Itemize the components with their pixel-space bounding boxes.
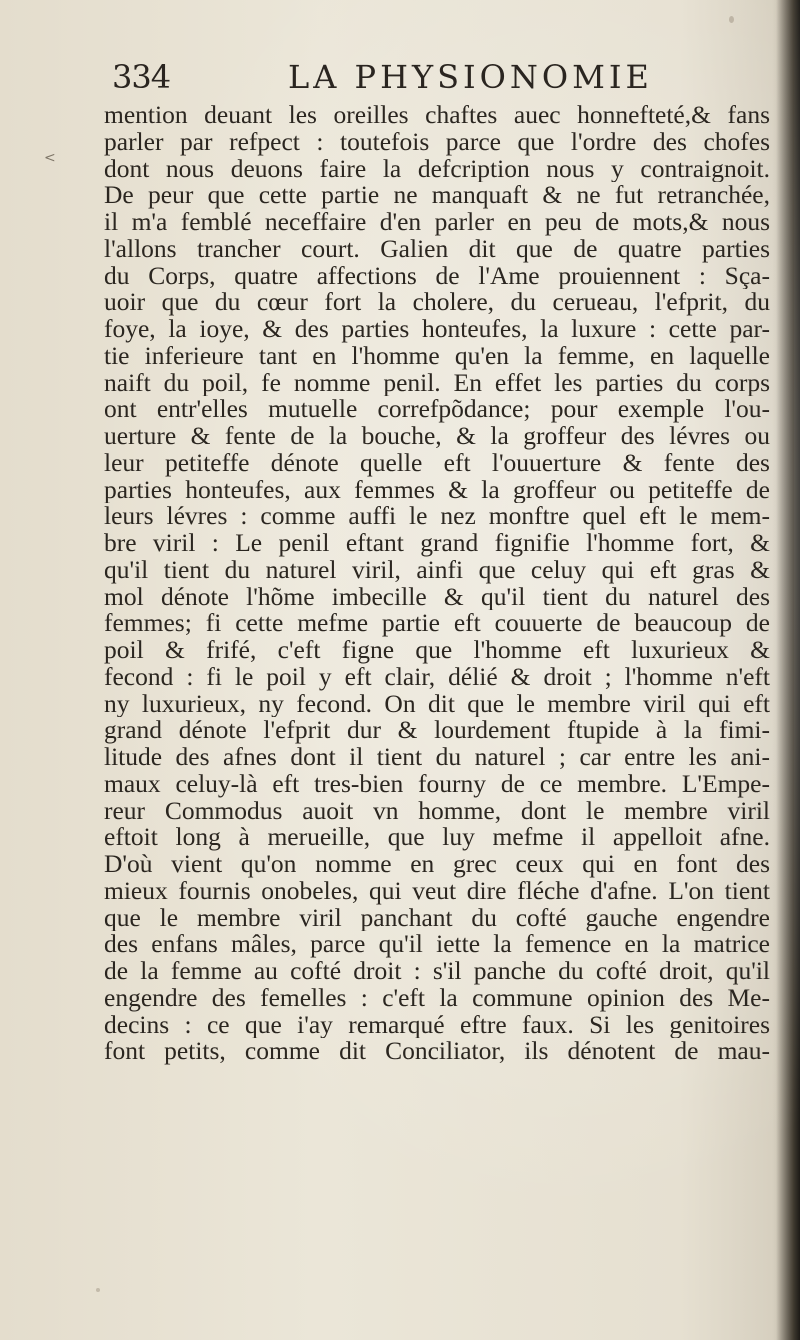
text-line: du Corps, quatre affections de l'Ame prouiennent : Sça- <box>104 262 770 290</box>
text-line: grand dénote l'efprit dur & lourdement ftupide à la fimi- <box>104 717 770 744</box>
text-line: uoir que du cœur fort la cholere, du cerueau, l'efprit, du <box>104 289 770 316</box>
binding-shadow <box>772 0 794 1340</box>
text-line: ny luxurieux, ny fecond. On dit que le membre viril qui eft <box>104 690 770 718</box>
text-line: l'allons trancher court. Galien dit que de quatre parties <box>104 235 770 263</box>
text-line: maux celuy-là eft tres-bien fourny de ce membre. L'Empe- <box>104 770 770 798</box>
body-text <box>104 102 770 1065</box>
text-line: uerture & fente de la bouche, & la groffeur des lévres ou <box>104 423 770 450</box>
text-line: foye, la ioye, & des parties honteufes, la luxure : cette par- <box>104 316 770 343</box>
text-line: de la femme au cofté droit : s'il panche du cofté droit, qu'il <box>104 958 770 985</box>
text-line: des enfans mâles, parce qu'il iette la femence en la matrice <box>104 931 770 958</box>
text-line: mieux fournis onobeles, qui veut dire fléche d'afne. L'on tient <box>104 877 770 905</box>
text-line: eftoit long à merueille, que luy mefme il appelloit afne. <box>104 824 770 851</box>
text-line: De peur que cette partie ne manquaft & ne fut retranchée, <box>104 182 770 209</box>
text-line: leur petiteffe dénote quelle eft l'ouuerture & fente des <box>104 449 770 477</box>
text-line: poil & frifé, c'eft figne que l'homme eft luxurieux & <box>104 637 770 664</box>
text-line: naift du poil, fe nomme penil. En effet les parties du corps <box>104 369 770 397</box>
page-header <box>112 52 692 98</box>
text-line: engendre des femelles : c'eft la commune opinion des Me- <box>104 984 770 1012</box>
text-line: qu'il tient du naturel viril, ainfi que celuy qui eft gras & <box>104 556 770 584</box>
text-line: que le membre viril panchant du cofté gauche engendre <box>104 904 770 932</box>
text-line: D'où vient qu'on nomme en grec ceux qui en font des <box>104 851 770 878</box>
text-line: parler par refpect : toutefois parce que l'ordre des chofes <box>104 128 770 156</box>
text-line: litude des afnes dont il tient du naturel ; car entre les ani- <box>104 744 770 771</box>
margin-mark: < <box>44 150 56 166</box>
text-line: dont nous deuons faire la defcription nous y contraignoit. <box>104 155 770 183</box>
text-line: mol dénote l'hõme imbecille & qu'il tient du naturel des <box>104 583 770 611</box>
text-line: leurs lévres : comme auffi le nez monftre quel eft le mem- <box>104 503 770 530</box>
running-head: LA PHYSIONOMIE <box>288 58 653 96</box>
text-line: fecond : fi le poil y eft clair, délié & droit ; l'homme n'eft <box>104 663 770 691</box>
text-line: ont entr'elles mutuelle correfpõdance; pour exemple l'ou- <box>104 396 770 423</box>
page-number: 334 <box>112 58 171 96</box>
text-line: decins : ce que i'ay remarqué eftre faux. Si les genitoires <box>104 1011 770 1039</box>
text-line: tie inferieure tant en l'homme qu'en la femme, en laquelle <box>104 342 770 370</box>
text-line: font petits, comme dit Conciliator, ils dénotent de mau- <box>104 1038 770 1065</box>
text-line: femmes; fi cette mefme partie eft couuerte de beaucoup de <box>104 610 770 637</box>
ink-spot <box>96 1288 100 1292</box>
text-line: reur Commodus auoit vn homme, dont le membre viril <box>104 797 770 825</box>
ink-spot <box>729 16 734 23</box>
text-line: mention deuant les oreilles chaftes auec honnefteté,& fans <box>104 102 770 129</box>
text-line: bre viril : Le penil eftant grand fignifie l'homme fort, & <box>104 530 770 557</box>
text-line: il m'a femblé neceffaire d'en parler en peu de mots,& nous <box>104 209 770 236</box>
text-line: parties honteufes, aux femmes & la groffeur ou petiteffe de <box>104 476 770 504</box>
